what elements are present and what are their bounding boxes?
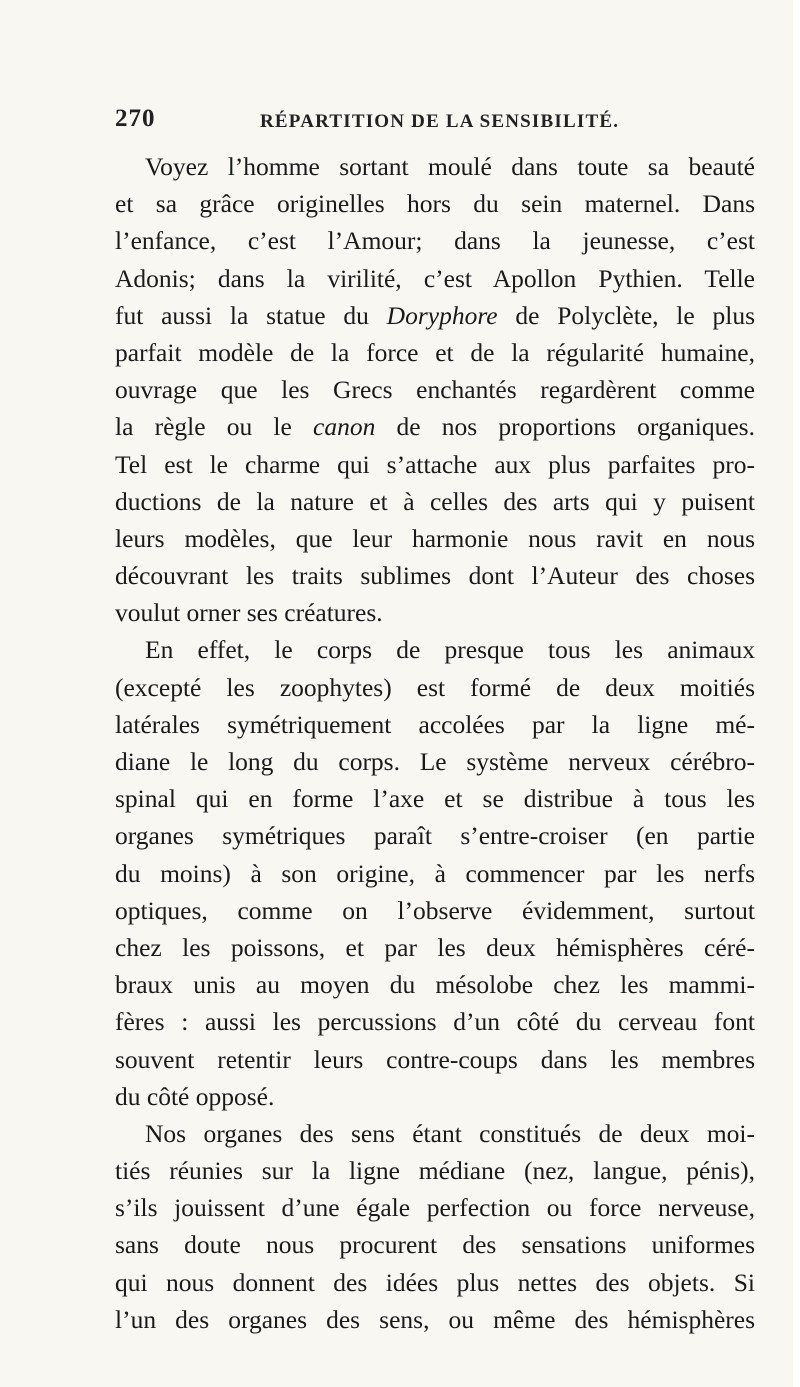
page-number: 270	[115, 105, 156, 132]
text-line: Tel est le charme qui s’attache aux plus parfaites pro-	[115, 449, 755, 479]
text-segment: fut aussi la statue du	[115, 300, 387, 330]
page-header	[115, 105, 755, 145]
body-text	[115, 148, 755, 1338]
text-line: du moins) à son origine, à commencer par les nerfs	[115, 858, 755, 888]
text-line: Nos organes des sens étant constitués de deux moi-	[145, 1118, 755, 1148]
italic-term: Doryphore	[386, 300, 498, 330]
text-line: diane le long du corps. Le système nerveux cérébro-	[115, 747, 755, 776]
text-line: tiés réunies sur la ligne médiane (nez, langue, pénis),	[115, 1156, 755, 1186]
running-title: RÉPARTITION DE LA SENSIBILITÉ.	[260, 111, 620, 132]
text-line: sans doute nous procurent des sensations uniformes	[115, 1230, 755, 1260]
text-line: parfait modèle de la force et de la régularité humaine,	[115, 337, 755, 367]
text-line: et sa grâce originelles hors du sein maternel. Dans	[115, 189, 755, 219]
text-line: organes symétriques paraît s’entre-croiser (en partie	[115, 821, 755, 851]
text-segment: la règle ou le	[115, 412, 314, 442]
text-line: qui nous donnent des idées plus nettes des objets. Si	[115, 1267, 755, 1297]
text-line: Adonis; dans la virilité, c’est Apollon Pythien. Telle	[115, 263, 755, 293]
text-line: l’un des organes des sens, ou même des hémisphères	[115, 1304, 755, 1334]
text-line	[115, 297, 755, 334]
text-line: ouvrage que les Grecs enchantés regardèrent comme	[115, 375, 755, 405]
text-line: spinal qui en forme l’axe et se distribue à tous les	[115, 784, 755, 814]
text-line: (excepté les zoophytes) est formé de deux moitiés	[115, 672, 755, 702]
text-line: latérales symétriquement accolées par la ligne mé-	[115, 709, 755, 739]
text-line: fères : aussi les percussions d’un côté du cerveau font	[115, 1007, 755, 1037]
text-line: l’enfance, c’est l’Amour; dans la jeunesse, c’est	[115, 226, 755, 256]
text-line: leurs modèles, que leur harmonie nous ravit en nous	[115, 523, 755, 553]
text-line: Voyez l’homme sortant moulé dans toute sa beauté	[145, 152, 755, 181]
text-line: ductions de la nature et à celles des arts qui y puisent	[115, 486, 755, 516]
text-line: optiques, comme on l’observe évidemment, surtout	[115, 895, 755, 925]
italic-term: canon	[313, 412, 376, 442]
text-line: souvent retentir leurs contre-coups dans les membres	[115, 1044, 755, 1074]
text-line	[115, 408, 755, 445]
text-segment: de nos proportions organiques.	[375, 412, 755, 442]
text-line: voulut orner ses créatures.	[115, 598, 383, 628]
text-line: braux unis au moyen du mésolobe chez les mammi-	[115, 970, 755, 1000]
text-line: En effet, le corps de presque tous les animaux	[145, 635, 755, 665]
text-line: s’ils jouissent d’une égale perfection ou force nerveuse,	[115, 1193, 755, 1223]
text-line: découvrant les traits sublimes dont l’Auteur des choses	[115, 561, 755, 591]
text-line: du côté opposé.	[115, 1081, 275, 1111]
text-segment: de Polyclète, le plus	[497, 300, 755, 330]
text-line: chez les poissons, et par les deux hémisphères céré-	[115, 932, 755, 962]
